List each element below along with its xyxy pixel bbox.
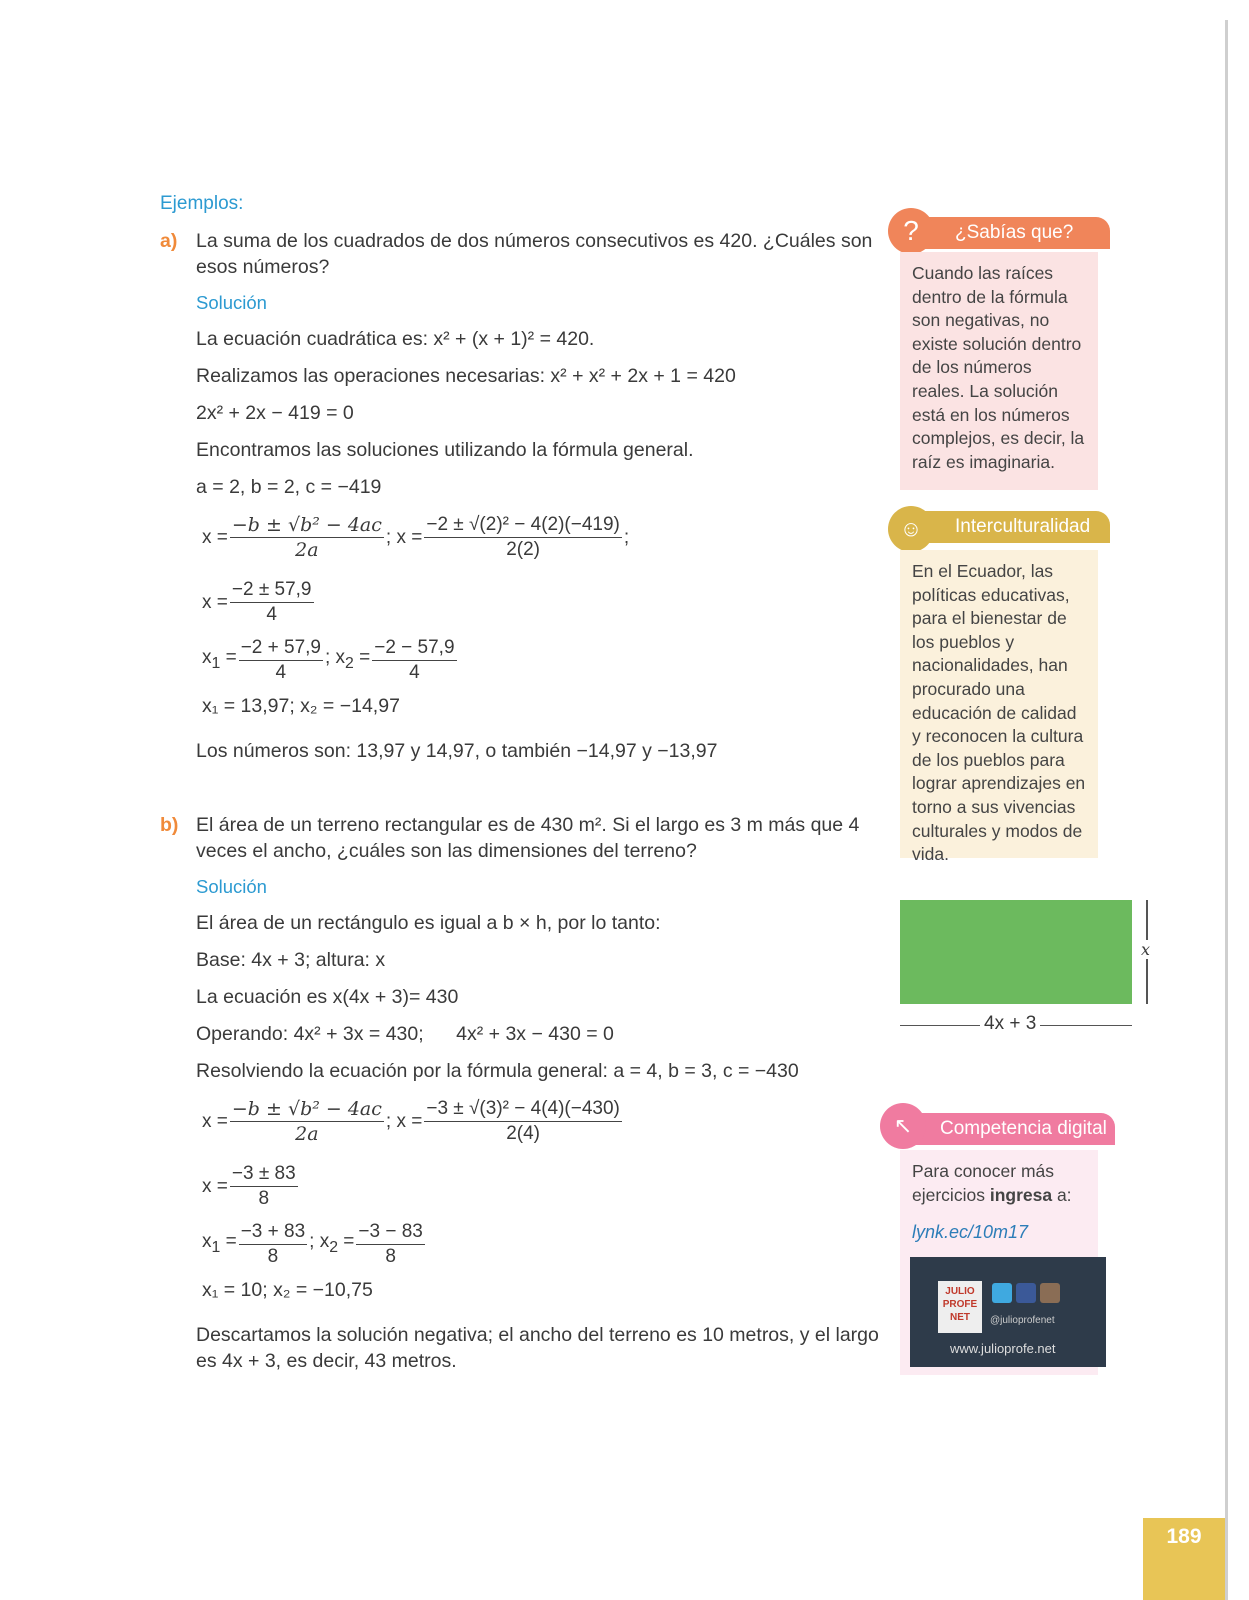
interculturalidad-box (899, 510, 1118, 865)
examples-title: Ejemplos: (160, 193, 244, 214)
sabias-que-box (900, 200, 1118, 490)
competencia-digital-header: Competencia digital (890, 1113, 1115, 1145)
competencia-digital-body (900, 1150, 1098, 1375)
example-a-formula: x = $\frac{\text{−b ± √b² − 4ac}}{2a}$ ; x = $\frac{\text{−2 ± √(2)² − 4(2)(−419)}}{2(2)}$ ; (202, 514, 630, 561)
example-a-problem-line1: La suma de los cuadrados de dos números consecutivos es 420. ¿Cuáles son (196, 230, 873, 252)
x1-numerator: −3 + 83 (239, 1220, 307, 1245)
x2-denominator: 4 (409, 662, 420, 683)
example-b-solucion: Solución (196, 876, 267, 897)
example-a-x: x = $\frac{-2 \pm 57,9}{4}$ (202, 579, 312, 625)
example-b-line2: Base: 4x + 3; altura: x (196, 949, 386, 971)
example-a-result: x₁ = 13,97; x₂ = −14,97 (202, 695, 400, 717)
example-a-marker: a) (160, 230, 178, 252)
question-icon: ? (888, 208, 934, 254)
example-b-result: x₁ = 10; x₂ = −10,75 (202, 1279, 373, 1301)
example-b-conclusion-line2: es 4x + 3, es decir, 43 metros. (196, 1350, 457, 1372)
example-a-solucion: Solución (196, 292, 267, 313)
banner-handle: @julioprofenet (990, 1314, 1055, 1326)
interculturalidad-header: Interculturalidad (905, 511, 1110, 543)
example-b-x: x = $\frac{-3 \pm 83}{8}$ (202, 1163, 296, 1209)
facebook-icon (1016, 1283, 1036, 1303)
x2-numerator: −2 − 57,9 (372, 636, 456, 661)
x-numerator: −2 ± 57,9 (230, 578, 314, 603)
example-b-line1: El área de un rectángulo es igual a b × h, por lo tanto: (196, 912, 661, 934)
example-a-line2: Realizamos las operaciones necesarias: x² + x² + 2x + 1 = 420 (196, 365, 736, 387)
example-b-line5: Resolviendo la ecuación por la fórmula general: a = 4, b = 3, c = −430 (196, 1060, 799, 1082)
x-denominator: 8 (258, 1188, 270, 1209)
example-b-problem-line1: El área de un terreno rectangular es de 430 m². Si el largo es 3 m más que 4 (196, 814, 860, 836)
x-denominator: 4 (266, 604, 277, 625)
example-b-conclusion-line1: Descartamos la solución negativa; el ancho del terreno es 10 metros, y el largo (196, 1324, 879, 1346)
competencia-digital-box (893, 1105, 1118, 1375)
height-label: x (1141, 940, 1151, 959)
julioprofe-banner[interactable] (910, 1257, 1106, 1367)
example-b-x1-x2: $x_1$ = $\frac{-3 + 83}{8}$ ; $x_2$ = $\frac{-3 - 83}{8}$ (202, 1221, 423, 1267)
subst-numerator: −2 ± √(2)² − 4(2)(−419) (424, 513, 622, 538)
example-b-line3: La ecuación es x(4x + 3)= 430 (196, 986, 459, 1008)
formula-numerator: −b ± √b² − 4ac (231, 1098, 382, 1120)
competencia-link[interactable]: lynk.ec/10m17 (912, 1222, 1029, 1243)
page-edge (1225, 20, 1228, 1600)
subst-denominator: 2(4) (506, 1123, 540, 1144)
x2-numerator: −3 − 83 (356, 1220, 424, 1245)
example-b-marker: b) (160, 814, 179, 836)
example-a-line4: Encontramos las soluciones utilizando la fórmula general. (196, 439, 694, 461)
competencia-bold: ingresa (989, 1184, 1053, 1205)
example-a-x1-x2: $x_1$ = $\frac{-2 + 57,9}{4}$ ; $x_2$ = $\frac{-2 - 57,9}{4}$ (202, 637, 455, 683)
example-a-problem-line2: esos números? (196, 256, 330, 278)
example-a-conclusion: Los números son: 13,97 y 14,97, o también −14,97 y −13,97 (196, 740, 718, 762)
formula-denominator: 2a (295, 1123, 319, 1145)
x1-numerator: −2 + 57,9 (239, 636, 323, 661)
terrain-rectangle (900, 900, 1132, 1004)
cursor-icon: ↖ (880, 1103, 926, 1149)
formula-denominator: 2a (295, 539, 319, 561)
instagram-icon (1040, 1283, 1060, 1303)
subst-denominator: 2(2) (506, 539, 540, 560)
competencia-text: Para conocer más ejercicios (912, 1161, 1055, 1205)
x1-denominator: 4 (275, 662, 287, 683)
base-label: 4x + 3 (980, 1013, 1040, 1035)
x-numerator: −3 ± 83 (230, 1162, 298, 1187)
people-icon: ☺ (888, 506, 934, 552)
sabias-que-header: ¿Sabías que? (905, 217, 1110, 249)
example-b-formula: x = $\frac{\text{−b ± √b² − 4ac}}{2a}$ ; x = $\frac{\text{−3 ± √(3)² − 4(4)(−430)}}{2(4)}$ (202, 1098, 620, 1145)
social-icons (992, 1283, 1060, 1303)
example-b-line4: Operando: 4x² + 3x = 430; 4x² + 3x − 430 = 0 (196, 1023, 614, 1045)
subst-numerator: −3 ± √(3)² − 4(4)(−430) (424, 1097, 622, 1122)
example-b-problem-line2: veces el ancho, ¿cuáles son las dimensiones del terreno? (196, 840, 697, 862)
x2-denominator: 8 (385, 1246, 396, 1267)
banner-url: www.julioprofe.net (950, 1340, 1056, 1356)
competencia-after: a: (1052, 1184, 1072, 1205)
example-a-line5: a = 2, b = 2, c = −419 (196, 476, 382, 498)
example-a-line1: La ecuación cuadrática es: x² + (x + 1)² = 420. (196, 328, 595, 350)
twitter-icon (992, 1283, 1012, 1303)
formula-numerator: −b ± √b² − 4ac (231, 514, 382, 536)
example-a-line3: 2x² + 2x − 419 = 0 (196, 402, 354, 424)
interculturalidad-text: En el Ecuador, las políticas educativas, para el bienestar de los pueblos y nacionalidades, han procurado una educación de calidad y reconocen la cultura de los pueblos para lograr aprendizajes en torno a sus vivencias culturales y modos de vida. (900, 550, 1098, 858)
julioprofe-logo: JULIO PROFE NET (938, 1281, 982, 1333)
x1-denominator: 8 (267, 1246, 279, 1267)
page-number: 189 (1143, 1518, 1225, 1600)
sabias-que-text: Cuando las raíces dentro de la fórmula son negativas, no existe solución dentro de los números reales. La solución está en los números complejos, es decir, la raíz es imaginaria. (900, 252, 1098, 490)
